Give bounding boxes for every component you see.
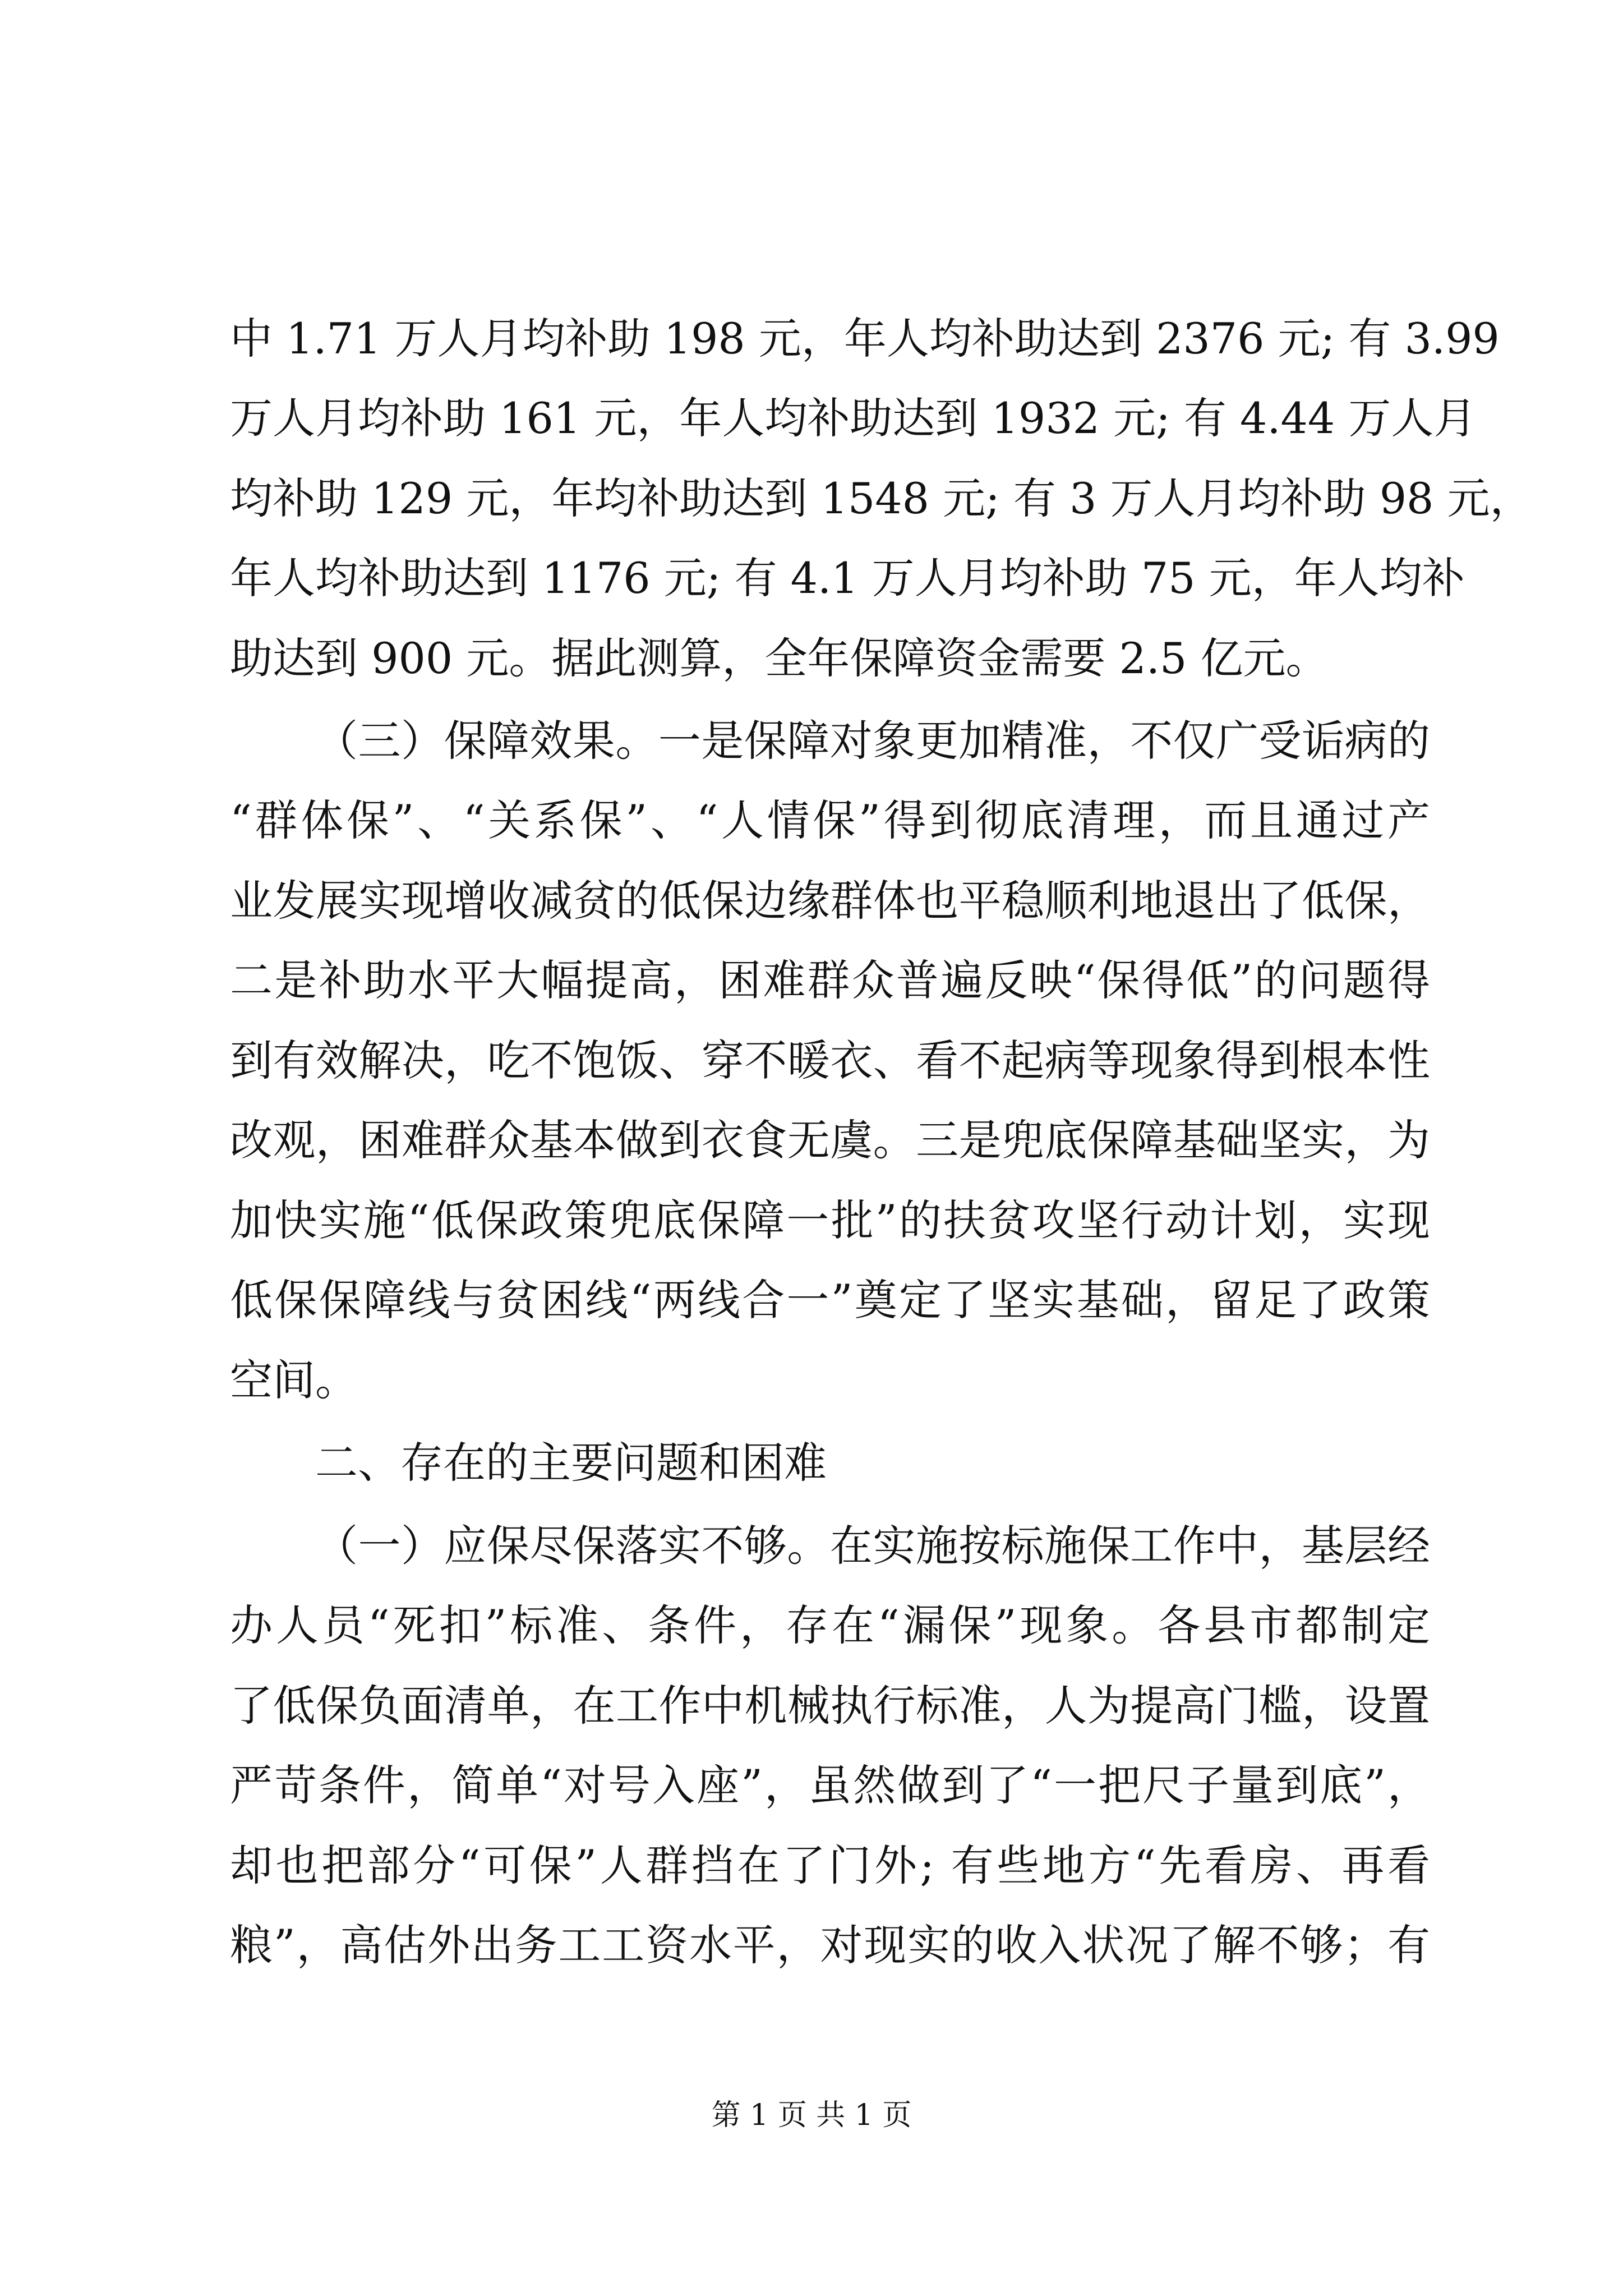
text-line: 却也把部分“可保”人群挡在了门外; 有些地方“先看房、再看	[230, 1841, 1430, 1890]
text-line: 中 1.71 万人月均补助 198 元，年人均补助达到 2376 元; 有 3.99	[230, 314, 1500, 364]
text-line: 办人员“死扣”标准、条件，存在“漏保”现象。各县市都制定	[230, 1600, 1430, 1650]
text-line: 业发展实现增收减贫的低保边缘群体也平稳顺利地退出了低保，	[230, 876, 1430, 926]
text-line: 年人均补助达到 1176 元; 有 4.1 万人月均补助 75 元，年人均补	[230, 553, 1465, 603]
text-line: 到有效解决，吃不饱饭、穿不暖衣、看不起病等现象得到根本性	[230, 1036, 1430, 1085]
section-heading: 二、存在的主要问题和困难	[315, 1438, 827, 1488]
text-line: 空间。	[230, 1355, 358, 1405]
text-line: “群体保”、“关系保”、“人情保”得到彻底清理，而且通过产	[230, 795, 1430, 845]
text-line: 了低保负面清单，在工作中机械执行标准，人为提高门槛，设置	[230, 1681, 1430, 1731]
text-line: 改观，困难群众基本做到衣食无虞。三是兜底保障基础坚实，为	[230, 1115, 1430, 1165]
text-line: 二是补助水平大幅提高，困难群众普遍反映“保得低”的问题得	[230, 955, 1430, 1005]
text-line: 万人月均补助 161 元，年人均补助达到 1932 元; 有 4.44 万人月	[230, 393, 1477, 443]
text-line: 粮”，高估外出务工工资水平，对现实的收入状况了解不够；有	[230, 1920, 1430, 1970]
paragraph-start-line: （三）保障效果。一是保障对象更加精准，不仅广受诟病的	[315, 716, 1430, 766]
page-footer: 第 1 页 共 1 页	[711, 2099, 912, 2132]
text-line: 均补助 129 元，年均补助达到 1548 元; 有 3 万人月均补助 98 元，	[230, 473, 1533, 523]
text-line: 严苛条件，简单“对号入座”，虽然做到了“一把尺子量到底”，	[230, 1760, 1430, 1810]
text-line: 加快实施“低保政策兜底保障一批”的扶贫攻坚行动计划，实现	[230, 1195, 1430, 1245]
text-line: 低保保障线与贫困线“两线合一”奠定了坚实基础，留足了政策	[230, 1275, 1430, 1325]
text-line: 助达到 900 元。据此测算，全年保障资金需要 2.5 亿元。	[230, 633, 1329, 683]
paragraph-start-line: （一）应保尽保落实不够。在实施按标施保工作中，基层经	[315, 1521, 1430, 1571]
